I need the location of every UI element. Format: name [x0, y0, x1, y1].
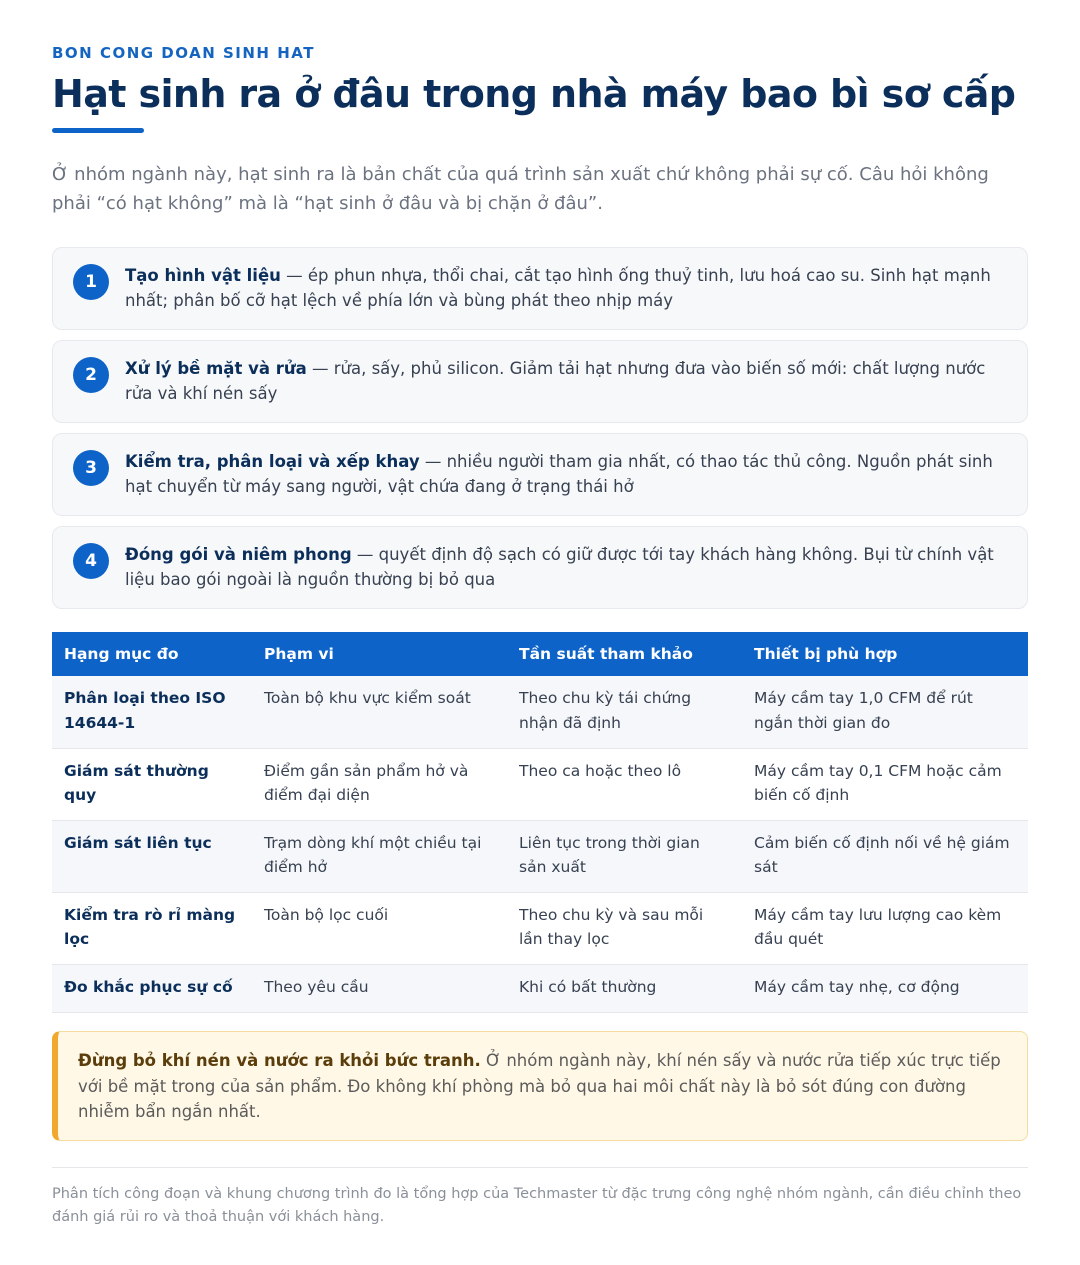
process-steps [52, 247, 1028, 619]
step-body: — ép phun nhựa, thổi chai, cắt tạo hình ống thuỷ tinh, lưu hoá cao su. Sinh hạt mạnh nhất; phân bố cỡ hạt lệch về phía lớn và bùng phát theo nhịp máy [125, 266, 991, 310]
table-header-row [52, 632, 1028, 676]
step-number-badge: 1 [73, 264, 109, 300]
table-cell-equipment: Máy cầm tay 0,1 CFM hoặc cảm biến cố định [742, 748, 1028, 820]
step-body: — quyết định độ sạch có giữ được tới tay khách hàng không. Bụi từ chính vật liệu bao gói ngoài là nguồn thường bị bỏ qua [125, 545, 994, 589]
table-cell-frequency: Theo chu kỳ tái chứng nhận đã định [507, 676, 742, 748]
warning-callout [52, 1031, 1028, 1141]
step-card-2 [52, 340, 1028, 423]
table-row [52, 820, 1028, 892]
step-heading: Đóng gói và niêm phong [125, 545, 352, 564]
column-header-frequency: Tần suất tham khảo [507, 632, 742, 676]
table-cell-category: Phân loại theo ISO 14644-1 [52, 676, 252, 748]
table-row [52, 748, 1028, 820]
table-cell-scope: Toàn bộ lọc cuối [252, 892, 507, 964]
table-cell-equipment: Cảm biến cố định nối về hệ giám sát [742, 820, 1028, 892]
step-body: — nhiều người tham gia nhất, có thao tác thủ công. Nguồn phát sinh hạt chuyển từ máy sang người, vật chứa đang ở trạng thái hở [125, 452, 993, 496]
table-cell-frequency: Liên tục trong thời gian sản xuất [507, 820, 742, 892]
table-cell-scope: Toàn bộ khu vực kiểm soát [252, 676, 507, 748]
footer-note: Phân tích công đoạn và khung chương trình đo là tổng hợp của Techmaster từ đặc trưng công nghệ nhóm ngành, cần điều chỉnh theo đánh giá rủi ro và thoả thuận với khách hàng. [52, 1186, 1022, 1225]
step-description [125, 542, 1007, 592]
measurement-table [52, 632, 1028, 1013]
step-number-badge: 3 [73, 450, 109, 486]
title-underline [52, 128, 144, 133]
step-description [125, 356, 1007, 406]
callout-heading: Đừng bỏ khí nén và nước ra khỏi bức tranh. [78, 1051, 481, 1070]
table-cell-scope: Theo yêu cầu [252, 964, 507, 1012]
table-cell-category: Giám sát thường quy [52, 748, 252, 820]
intro-paragraph: Ở nhóm ngành này, hạt sinh ra là bản chất của quá trình sản xuất chứ không phải sự cố. Câu hỏi không phải “có hạt không” mà là “hạt sinh ở đâu và bị chặn ở đâu”. [52, 164, 989, 214]
measurement-table-grid [52, 632, 1028, 1013]
step-description [125, 449, 1007, 499]
table-cell-frequency: Theo chu kỳ và sau mỗi lần thay lọc [507, 892, 742, 964]
step-description [125, 263, 1007, 313]
page-title: Hạt sinh ra ở đâu trong nhà máy bao bì sơ cấp [52, 72, 1016, 116]
table-cell-category: Kiểm tra rò rỉ màng lọc [52, 892, 252, 964]
table-row [52, 964, 1028, 1012]
step-card-1 [52, 247, 1028, 330]
table-cell-frequency: Theo ca hoặc theo lô [507, 748, 742, 820]
step-card-3 [52, 433, 1028, 516]
table-cell-equipment: Máy cầm tay nhẹ, cơ động [742, 964, 1028, 1012]
table-cell-equipment: Máy cầm tay lưu lượng cao kèm đầu quét [742, 892, 1028, 964]
step-card-4 [52, 526, 1028, 609]
step-number-badge: 4 [73, 543, 109, 579]
table-cell-scope: Điểm gần sản phẩm hở và điểm đại diện [252, 748, 507, 820]
table-row [52, 892, 1028, 964]
step-heading: Xử lý bề mặt và rửa [125, 359, 307, 378]
table-cell-scope: Trạm dòng khí một chiều tại điểm hở [252, 820, 507, 892]
table-cell-equipment: Máy cầm tay 1,0 CFM để rút ngắn thời gian đo [742, 676, 1028, 748]
column-header-scope: Phạm vi [252, 632, 507, 676]
table-row [52, 676, 1028, 748]
step-number-badge: 2 [73, 357, 109, 393]
step-heading: Kiểm tra, phân loại và xếp khay [125, 452, 420, 471]
callout-body: Ở nhóm ngành này, khí nén sấy và nước rửa tiếp xúc trực tiếp với bề mặt trong của sản phẩm. Đo không khí phòng mà bỏ qua hai môi chất này là bỏ sót đúng con đường nhiễm bẩn ngắn nhất. [78, 1051, 1001, 1121]
table-cell-category: Đo khắc phục sự cố [52, 964, 252, 1012]
eyebrow-label: BON CONG DOAN SINH HAT [52, 44, 315, 62]
step-heading: Tạo hình vật liệu [125, 266, 281, 285]
footer-divider [52, 1167, 1028, 1168]
table-cell-frequency: Khi có bất thường [507, 964, 742, 1012]
column-header-equipment: Thiết bị phù hợp [742, 632, 1028, 676]
column-header-category: Hạng mục đo [52, 632, 252, 676]
step-body: — rửa, sấy, phủ silicon. Giảm tải hạt nhưng đưa vào biến số mới: chất lượng nước rửa và khí nén sấy [125, 359, 986, 403]
table-cell-category: Giám sát liên tục [52, 820, 252, 892]
